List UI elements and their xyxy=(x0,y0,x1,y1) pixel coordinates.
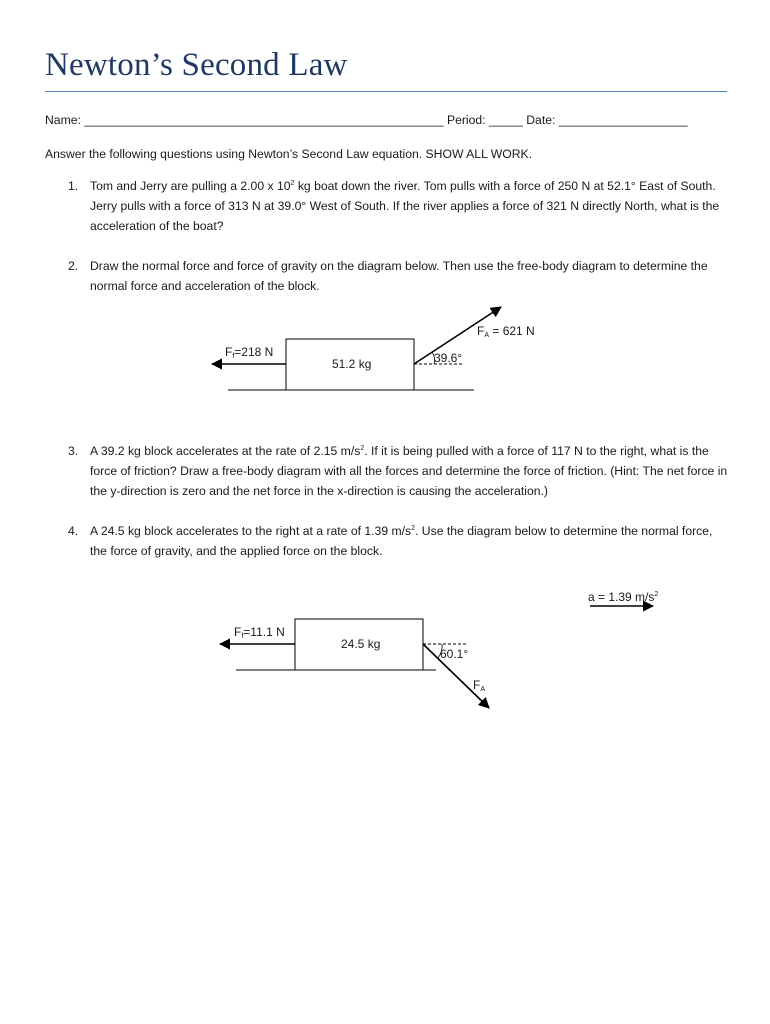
name-blank[interactable]: _____________________________________________________ xyxy=(84,113,444,127)
question-text: A 24.5 kg block accelerates to the right at a rate of 1.39 $m/s^2$. Use the diagram below to determine the normal force, the force of gravity, and the applied force on the block. xyxy=(90,524,713,558)
date-blank[interactable]: ___________________ xyxy=(558,113,688,127)
diagram-2 xyxy=(220,606,653,708)
angle-label: 39.6° xyxy=(434,351,463,365)
question-text: A 39.2 kg block accelerates at the rate of 2.15 $m/s^2$. If it is being pulled with a force of 117 N to the right, what is the force of friction? Draw a free-body diagram with all the forces and determine the force of friction. (Hint: The net force in the y-direction is zero and the net force in the x-direction is causing the acceleration.) xyxy=(90,444,728,498)
friction-force-label: $F_f=218$ N xyxy=(225,345,274,360)
page-title: Newton’s Second Law xyxy=(45,47,348,83)
friction-force-label: $F_f=11.1$ N xyxy=(234,625,285,640)
question-number: 3. xyxy=(68,444,79,458)
block-mass-label: 51.2 kg xyxy=(332,357,372,371)
name-label: Name: xyxy=(45,113,81,127)
date-label: Date: xyxy=(526,113,556,127)
applied-force-label: $F_A$ xyxy=(473,678,486,693)
block-mass-label: 24.5 kg xyxy=(341,637,381,651)
acceleration-label: a = 1.39 $m/s^2$ xyxy=(588,590,659,604)
question-text: Draw the normal force and force of gravity on the diagram below. Then use the free-body diagram to determine the normal force and acceleration of the block. xyxy=(90,259,708,293)
angle-label: 60.1° xyxy=(440,647,469,661)
question-number: 4. xyxy=(68,524,79,538)
instructions: Answer the following questions using Newton’s Second Law equation. SHOW ALL WORK. xyxy=(45,147,533,161)
period-blank[interactable]: _____ xyxy=(488,113,523,127)
question-text: Tom and Jerry are pulling a 2.00 x $10^2$ kg boat down the river. Tom pulls with a force of 250 N at 52.1° East of South. Jerry pulls with a force of 313 N at 39.0° West of South. If the river applies a force of 321 N directly North, what is the acceleration of the boat? xyxy=(90,179,720,233)
applied-force-label: $F_A = 621$ N xyxy=(477,324,535,339)
period-label: Period: xyxy=(446,113,486,127)
question-number: 2. xyxy=(68,259,79,273)
question-number: 1. xyxy=(68,179,79,193)
